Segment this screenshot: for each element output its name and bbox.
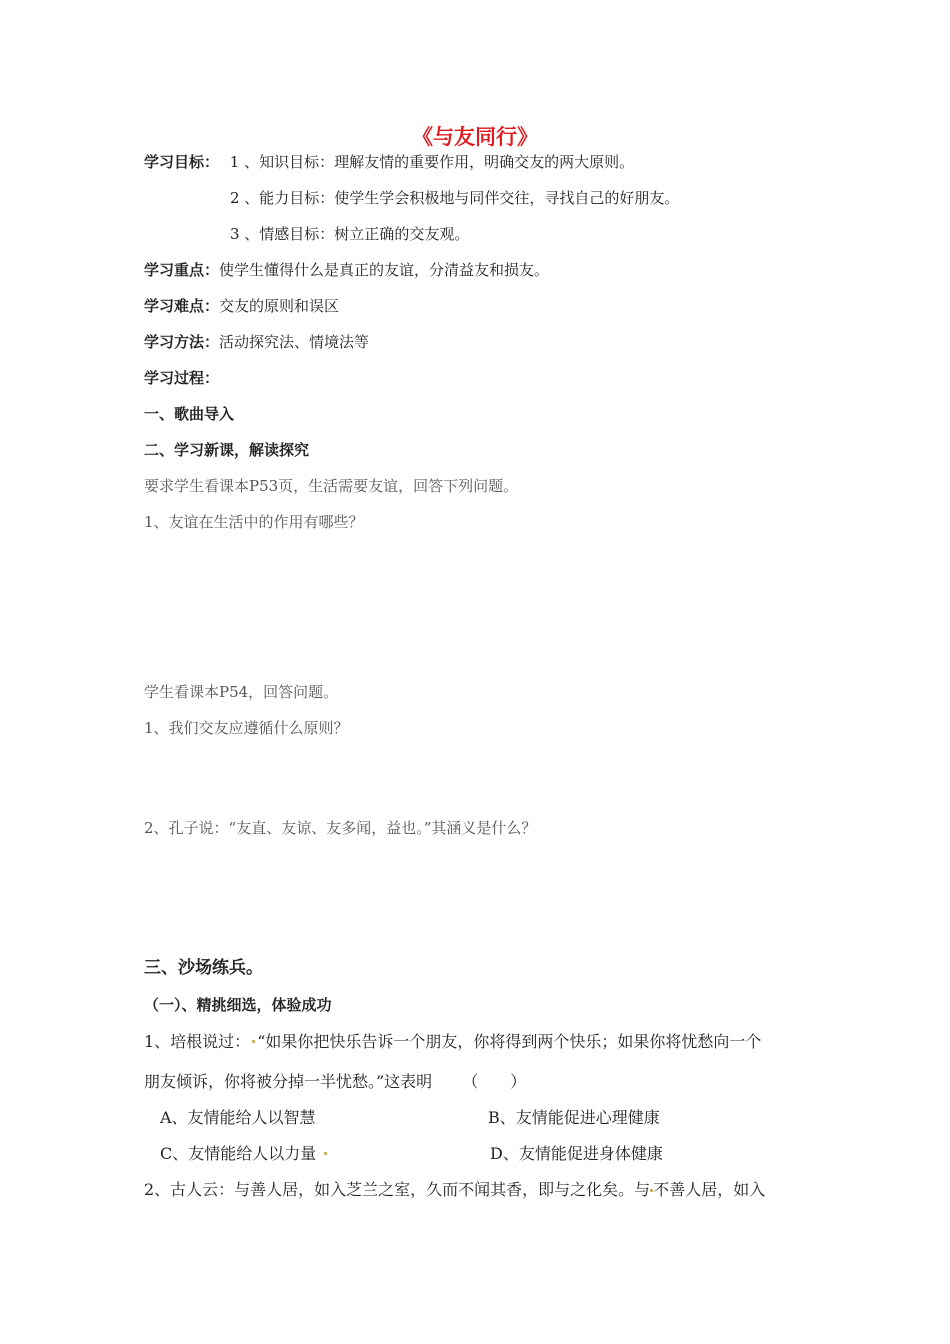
- mark-dot: [324, 1152, 327, 1155]
- answer-blank: （ ）: [462, 1072, 527, 1091]
- question-friendship-role: 1、友谊在生活中的作用有哪些？: [144, 513, 364, 531]
- key-point-line: [144, 260, 549, 280]
- mcq1-option-c-row: [160, 1144, 329, 1164]
- mcq1-stem-a: 1、培根说过：: [144, 1032, 251, 1051]
- mcq2-stem-line-1: [144, 1180, 765, 1200]
- mcq1-stem-line-2: [144, 1072, 526, 1092]
- document-title: 《与友同行》: [412, 125, 538, 149]
- mcq2-stem-a: 2、古人云：与善人居，如入芝兰之室，久而不闻其香，即与之化矣。与: [144, 1180, 651, 1199]
- key-point-label: 学习重点：: [144, 261, 220, 279]
- difficulty-line: [144, 296, 339, 316]
- mark-dot: [252, 1040, 255, 1043]
- section-song-intro: 一、歌曲导入: [144, 405, 235, 423]
- p54-intro: 学生看课本P54，回答问题。: [144, 683, 339, 701]
- difficulty-label: 学习难点：: [144, 297, 220, 315]
- objective-ability: 2 、能力目标：使学生学会积极地与同伴交往，寻找自己的好朋友。: [230, 189, 680, 207]
- question-confucius: 2、孔子说：“友直、友谅、友多闻，益也。”其涵义是什么？: [144, 819, 537, 837]
- mcq1-option-a: A、友情能给人以智慧: [160, 1108, 316, 1127]
- question-friendship-principles: 1、我们交友应遵循什么原则？: [144, 719, 349, 737]
- mcq2-stem-b: 不善人居，如入: [653, 1180, 766, 1199]
- mcq1-option-b: B、友情能促进心理健康: [488, 1108, 660, 1127]
- method-text: 活动探究法、情境法等: [219, 333, 370, 351]
- objective-knowledge: 1 、知识目标：理解友情的重要作用，明确交友的两大原则。: [229, 153, 635, 171]
- key-point-text: 使学生懂得什么是真正的友谊，分清益友和损友。: [219, 261, 550, 279]
- objectives-line-1: [144, 152, 634, 172]
- mcq1-stem-b: “如果你把快乐告诉一个朋友，你将得到两个快乐；如果你将忧愁向一个: [257, 1032, 762, 1051]
- mcq1-stem-line-1: [144, 1032, 761, 1052]
- difficulty-text: 交友的原则和误区: [219, 297, 340, 315]
- section-practice: 三、沙场练兵。: [144, 958, 263, 978]
- p53-intro: 要求学生看课本P53页，生活需要友谊，回答下列问题。: [144, 477, 519, 495]
- objective-emotion: 3 、情感目标：树立正确的交友观。: [230, 225, 470, 243]
- objectives-label: 学习目标：: [144, 153, 220, 171]
- mcq1-option-d: D、友情能促进身体健康: [490, 1144, 663, 1163]
- method-line: [144, 332, 369, 352]
- method-label: 学习方法：: [144, 333, 220, 351]
- subsection-multiple-choice: （一）、精挑细选，体验成功: [144, 996, 332, 1014]
- section-new-lesson: 二、学习新课，解读探究: [144, 441, 310, 459]
- mcq1-stem-c: 朋友倾诉，你将被分掉一半忧愁。”这表明: [144, 1072, 433, 1091]
- mcq1-option-c: C、友情能给人以力量: [160, 1144, 317, 1163]
- process-label: 学习过程：: [144, 369, 220, 387]
